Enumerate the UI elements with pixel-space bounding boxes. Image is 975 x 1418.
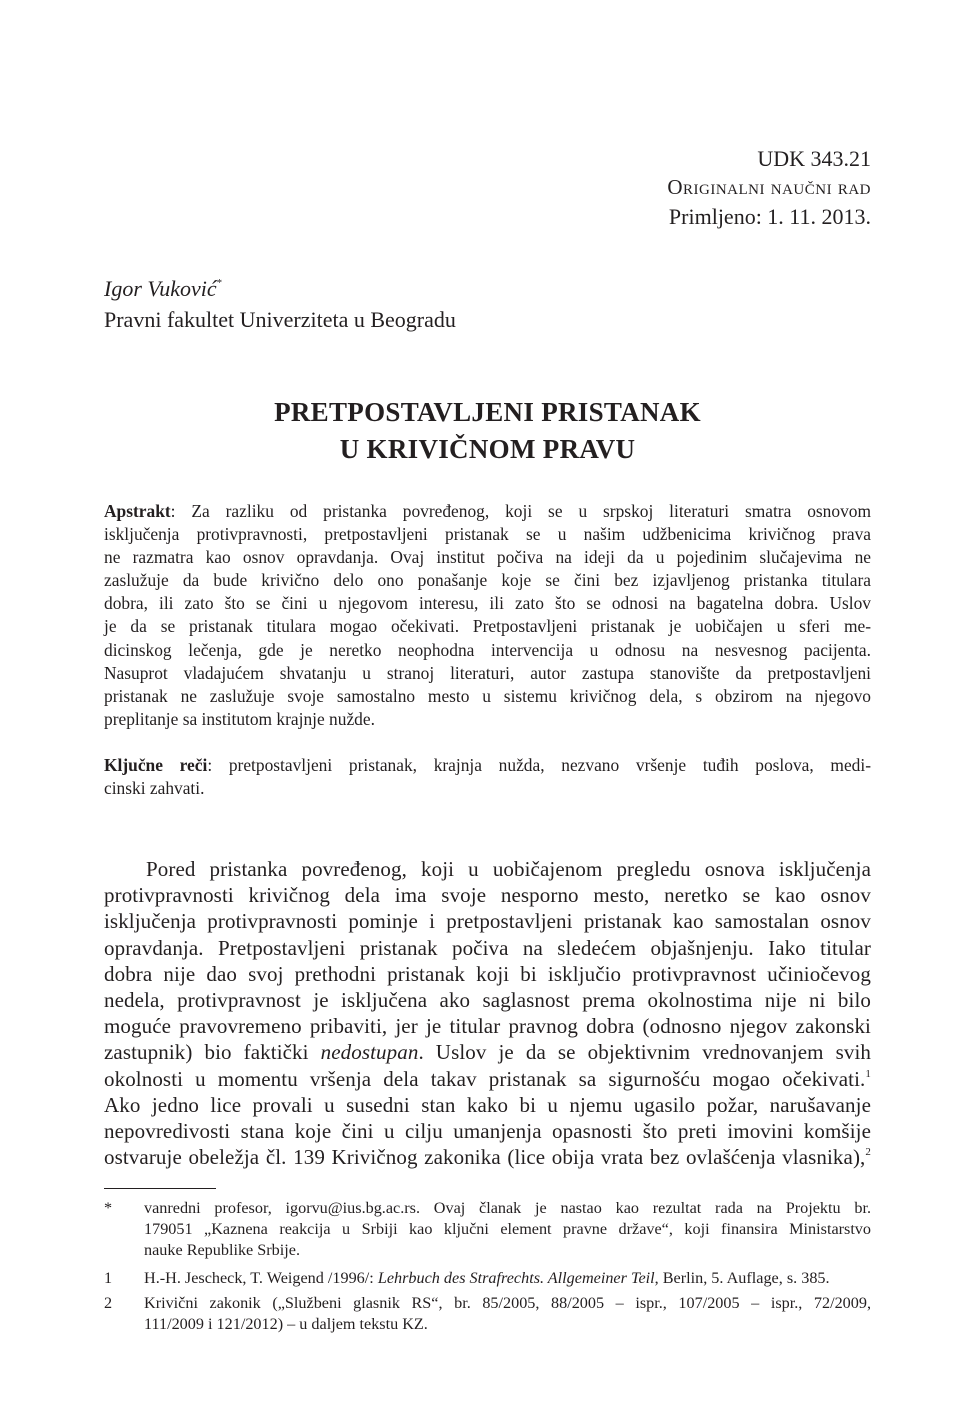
keywords-label: Ključne reči (104, 755, 208, 775)
body-line: dobra nije dao svoj prethodni pristanak koji bi isključio protivpravnost učiniočevog (104, 961, 871, 986)
keywords-line: cinski zahvati. (104, 778, 205, 799)
title-line-2: U KRIVIČNOM PRAVU (339, 434, 636, 464)
footnote-mark: * (104, 1199, 113, 1217)
body-line: okolnosti u momentu vršenja dela takav pristanak sa sigurnošću mogao očekivati.$^1$ (104, 1066, 871, 1091)
footnote-author (104, 1198, 871, 1261)
author-affiliation: Pravni fakultet Univerziteta u Beogradu (104, 307, 456, 332)
footnote-mark: 1 (104, 1269, 113, 1287)
abstract-line: zaslužuje da bude krivično delo ono ponašanje koje se čini bez izjavljenog pristanka titulara (104, 570, 871, 591)
abstract-line: dobra, ili zato što se čini u njegovom interesu, ili zato što se odnosi na bagatelna dobra. Uslov (104, 593, 871, 614)
abstract-line: dicinskog lečenja, gde je neretko neophodna intervencija u odnosu na nesvesnog pacijenta. (104, 639, 871, 660)
article-type: Originalni naučni rad (667, 175, 871, 199)
body-line: opravdanja. Pretpostavljeni pristanak počiva na sledećem objašnjenju. Iako titular (104, 935, 871, 960)
body-line: zastupnik) bio faktički nedostupan. Uslov je da se objektivnim vrednovanjem svih (104, 1040, 871, 1065)
abstract-line: pristanak ne zaslužuje svoje samostalno mesto u sistemu krivičnog dela, s obzirom na njegovo (104, 685, 871, 706)
body-line: Pored pristanka povređenog, koji u uobičajenom pregledu osnova isključenja (146, 857, 871, 881)
keywords-line: Ključne reči: pretpostavljeni pristanak, krajnja nužda, nezvano vršenje tuđih poslova, medi- (104, 755, 871, 775)
body-line: nepovredivosti stana koje čini u cilju umanjenja opasnosti što preti imovini komšije (104, 1119, 871, 1144)
abstract-line: preplitanje sa institutom krajnje nužde. (104, 708, 375, 729)
footnote-2 (104, 1293, 871, 1335)
author-footnote-marker[interactable]: * (216, 277, 223, 289)
received-date: Primljeno: 1. 11. 2013. (668, 204, 871, 229)
author-name: Igor Vuković (104, 276, 217, 301)
footnote-line: vanredni profesor, igorvu@ius.bg.ac.rs. Ovaj članak je nastao kao rezultat rada na Projektu br. (144, 1199, 871, 1217)
body-line: isključenja protivpravnosti pominje i pretpostavljeni pristanak kao samostalan osnov (104, 909, 871, 934)
abstract-label: Apstrakt (104, 501, 171, 521)
footnote-divider (104, 1188, 216, 1189)
footnote-ref-1[interactable]: 1 (865, 1067, 871, 1080)
abstract (104, 500, 871, 731)
keywords (104, 754, 871, 800)
footnote-line: H.-H. Jescheck, T. Weigend /1996/: Lehrbuch des Strafrechts. Allgemeiner Teil, Berlin, 5. Auflage, s. 385. (144, 1269, 830, 1287)
udk-code: UDK 343.21 (757, 146, 871, 171)
body-line: moguće pravovremeno pribaviti, jer je titular pravnog dobra (odnosno njegov zakonski (104, 1014, 871, 1039)
footnote-line: nauke Republike Srbije. (144, 1241, 300, 1259)
abstract-line: ne razmatra kao osnov opravdanja. Ovaj institut počiva na ideji da u pojedinim slučajevima ne (104, 547, 871, 568)
footnote-mark: 2 (104, 1294, 113, 1312)
abstract-line: isključenja protivpravnosti, pretpostavljeni pristanak se u našim udžbenicima krivičnog prava (104, 524, 871, 545)
footnote-1 (104, 1268, 871, 1289)
footnote-line: 179051 „Kaznena reakcija u Srbiji kao ključni element pravne države“, koji finansira Ministarstvo (144, 1220, 871, 1238)
abstract-line: je da se pristanak titulara mogao očekivati. Pretpostavljeni pristanak je uobičajen u sferi me- (104, 616, 871, 637)
article-metadata (667, 144, 871, 231)
footnote-line: 111/2009 i 121/2012) – u daljem tekstu KZ. (144, 1315, 428, 1333)
abstract-line: Nasuprot vladajućem shvatanju u stranoj literaturi, autor zastupa stanovište da pretpostavljeni (104, 662, 871, 683)
footnote-line: Krivični zakonik („Službeni glasnik RS“, br. 85/2005, 88/2005 – ispr., 107/2005 – ispr., 72/2009, (144, 1294, 871, 1312)
abstract-line: Apstrakt: Za razliku od pristanka povređenog, koji se u srpskoj literaturi smatra osnovom (104, 501, 871, 521)
body-line: protivpravnosti krivičnog dela ima svoje nesporno mesto, neretko se kao osnov (104, 883, 871, 908)
body-line: nedela, protivpravnost je isključena ako saglasnost prema okolnostima nije ni bilo (104, 988, 871, 1013)
body-line: Ako jedno lice provali u susedni stan kako bi u njemu ugasilo požar, narušavanje (104, 1092, 871, 1117)
body-line: ostvaruje obeležja čl. 139 Krivičnog zakonika (lice obija vrata bez ovlašćenja vlasnika),$^2$ (104, 1145, 871, 1170)
book-title: Lehrbuch des Strafrechts. Allgemeiner Teil (377, 1269, 655, 1287)
footnote-ref-2[interactable]: 2 (865, 1146, 871, 1159)
article-title (104, 394, 871, 468)
emphasis: nedostupan (320, 1040, 419, 1065)
author-block (104, 268, 456, 335)
title-line-1: PRETPOSTAVLJENI PRISTANAK (274, 397, 701, 427)
body-text (104, 856, 871, 1170)
